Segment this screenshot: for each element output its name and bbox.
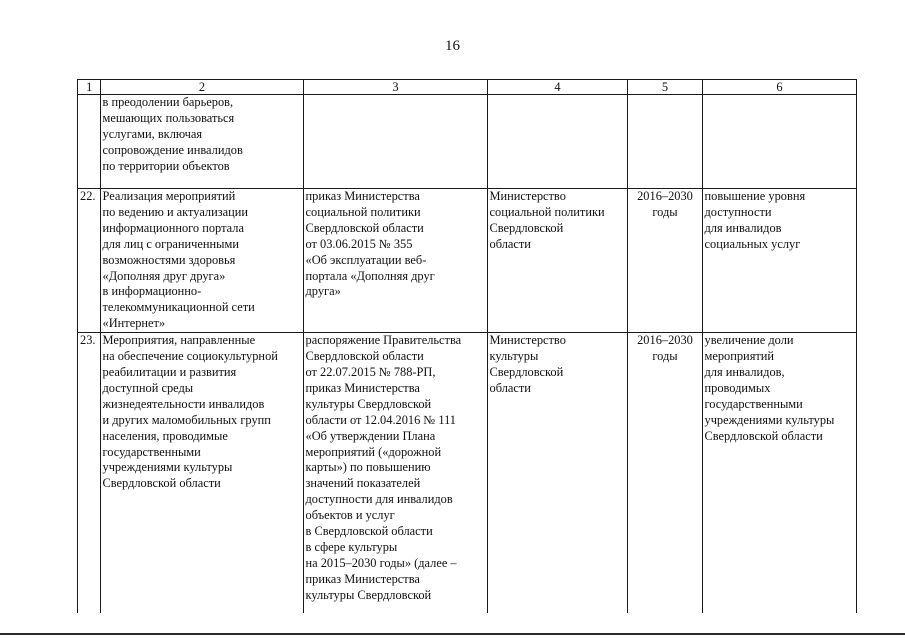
table-row — [78, 95, 857, 189]
executor-cell: Министерство культуры Свердловской области — [487, 333, 627, 614]
result-cell — [702, 95, 856, 189]
period-cell — [627, 95, 702, 189]
measure-cell: в преодолении барьеров, мешающих пользоваться услугами, включая сопровождение инвалидов по территории объектов — [100, 95, 303, 189]
page-number: 16 — [445, 38, 460, 54]
column-number: 3 — [303, 80, 487, 95]
period-cell: 2016–2030 годы — [627, 189, 702, 333]
result-cell: увеличение доли мероприятий для инвалидов, проводимых государственными учреждениями культуры Свердловской области — [702, 333, 856, 614]
period-cell: 2016–2030 годы — [627, 333, 702, 614]
table-row — [78, 189, 857, 333]
column-number-row — [78, 80, 857, 95]
document-cell — [303, 95, 487, 189]
row-number: 22. — [78, 189, 101, 333]
column-number: 2 — [100, 80, 303, 95]
column-number: 5 — [627, 80, 702, 95]
result-cell: повышение уровня доступности для инвалидов социальных услуг — [702, 189, 856, 333]
row-number: 23. — [78, 333, 101, 614]
measure-cell: Мероприятия, направленные на обеспечение социокультурной реабилитации и развития доступной среды жизнедеятельности инвалидов и других маломобильных групп населения, проводимые государственными учреждениями культуры Свердловской области — [100, 333, 303, 614]
executor-cell — [487, 95, 627, 189]
column-number: 4 — [487, 80, 627, 95]
row-number — [78, 95, 101, 189]
executor-cell: Министерство социальной политики Свердловской области — [487, 189, 627, 333]
measures-table — [77, 79, 857, 613]
column-number: 6 — [702, 80, 856, 95]
table-row — [78, 333, 857, 614]
document-cell: приказ Министерства социальной политики Свердловской области от 03.06.2015 № 355 «Об эксплуатации веб- портала «Дополняя друг друга» — [303, 189, 487, 333]
column-number: 1 — [78, 80, 101, 95]
scan-edge-line — [0, 633, 905, 635]
document-cell: распоряжение Правительства Свердловской области от 22.07.2015 № 788-РП, приказ Министерства культуры Свердловской области от 12.04.2016 № 111 «Об утверждении Плана мероприятий («дорожной карты») по повышению значений показателей доступности для инвалидов объектов и услуг в Свердловской области в сфере культуры на 2015–2030 годы» (далее – приказ Министерства культуры Свердловской — [303, 333, 487, 614]
measure-cell: Реализация мероприятий по ведению и актуализации информационного портала для лиц с ограниченными возможностями здоровья «Дополняя друг друга» в информационно- телекоммуникационной сети «Интернет» — [100, 189, 303, 333]
